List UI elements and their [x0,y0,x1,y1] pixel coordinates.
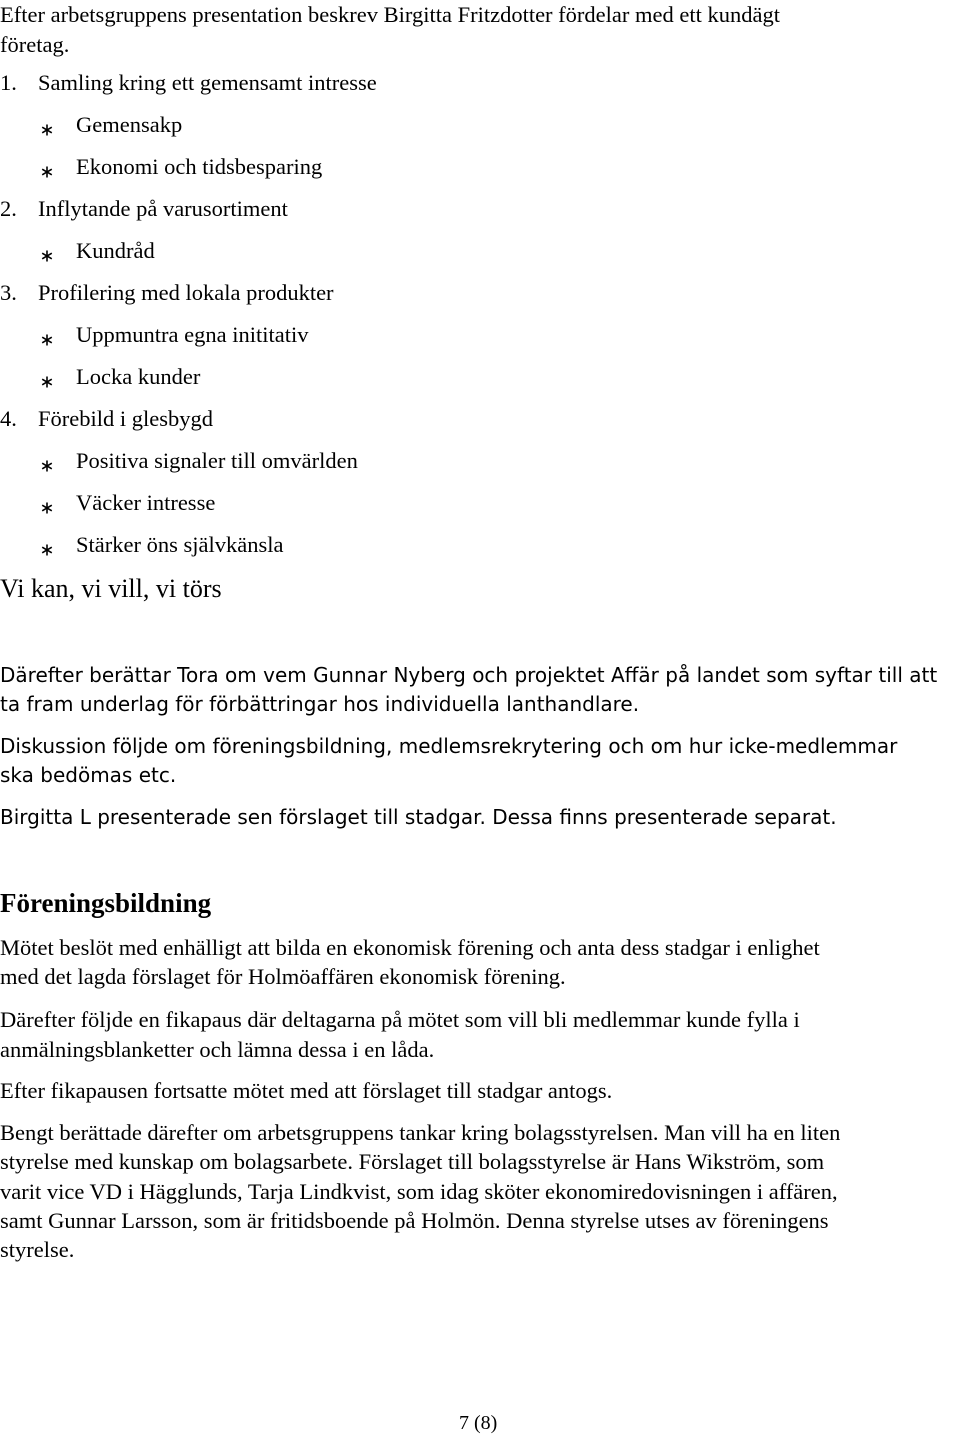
paragraph-line: ska bedömas etc. [0,763,177,787]
paragraph-line: Birgitta L presenterade sen förslaget till stadgar. Dessa finns presenterade separat. [0,805,837,829]
asterisk-bullet-icon [41,334,53,346]
bullet-item: Positiva signaler till omvärlden [76,448,358,473]
asterisk-bullet-icon [41,460,53,472]
list-item-number: 3. [0,280,17,305]
slogan-text: Vi kan, vi vill, vi törs [0,574,222,603]
paragraph-line: Bengt berättade därefter om arbetsgruppens tankar kring bolagsstyrelsen. Man vill ha en liten [0,1120,841,1145]
bullet-item: Stärker öns självkänsla [76,532,284,557]
asterisk-bullet-icon [41,544,53,556]
paragraph-line: anmälningsblanketter och lämna dessa i en låda. [0,1037,435,1062]
paragraph-line: styrelse med kunskap om bolagsarbete. Förslaget till bolagsstyrelse är Hans Wikström, som [0,1149,825,1174]
asterisk-bullet-icon [41,502,53,514]
bullet-item: Locka kunder [76,364,201,389]
section-heading: Föreningsbildning [0,888,212,918]
paragraph-line: Diskussion följde om föreningsbildning, medlemsrekrytering och om hur icke-medlemmar [0,734,898,758]
paragraph-line: Därefter följde en fikapaus där deltagarna på mötet som vill bli medlemmar kunde fylla i [0,1007,800,1032]
intro-line: företag. [0,32,70,57]
list-item-number: 1. [0,70,17,95]
asterisk-bullet-icon [41,376,53,388]
bullet-item: Uppmuntra egna inititativ [76,322,309,347]
paragraph-line: styrelse. [0,1237,75,1262]
page-number: 7 (8) [459,1412,498,1434]
list-item-number: 4. [0,406,17,431]
bullet-item: Gemensakp [76,112,183,137]
bullet-item: Väcker intresse [76,490,216,515]
paragraph-line: med det lagda förslaget för Holmöaffären ekonomisk förening. [0,964,566,989]
list-item-title: Profilering med lokala produkter [38,280,334,305]
asterisk-bullet-icon [41,166,53,178]
paragraph-line: Därefter berättar Tora om vem Gunnar Nyberg och projektet Affär på landet som syftar till att [0,663,938,687]
paragraph-line: Mötet beslöt med enhälligt att bilda en ekonomisk förening och anta dess stadgar i enlighet [0,935,820,960]
paragraph-line: Efter fikapausen fortsatte mötet med att förslaget till stadgar antogs. [0,1078,613,1103]
paragraph-line: ta fram underlag för förbättringar hos individuella lanthandlare. [0,692,640,716]
list-item-title: Samling kring ett gemensamt intresse [38,70,377,95]
list-item-title: Inflytande på varusortiment [38,196,288,221]
bullet-item: Kundråd [76,238,155,263]
bullet-item: Ekonomi och tidsbesparing [76,154,323,179]
list-item-title: Förebild i glesbygd [38,406,213,431]
list-item-number: 2. [0,196,17,221]
paragraph-line: samt Gunnar Larsson, som är fritidsboende på Holmön. Denna styrelse utses av föreningens [0,1208,829,1233]
asterisk-bullet-icon [41,124,53,136]
intro-line: Efter arbetsgruppens presentation beskrev Birgitta Fritzdotter fördelar med ett kundägt [0,2,780,27]
asterisk-bullet-icon [41,250,53,262]
paragraph-line: varit vice VD i Hägglunds, Tarja Lindkvist, som idag sköter ekonomiredovisningen i affären, [0,1179,838,1204]
